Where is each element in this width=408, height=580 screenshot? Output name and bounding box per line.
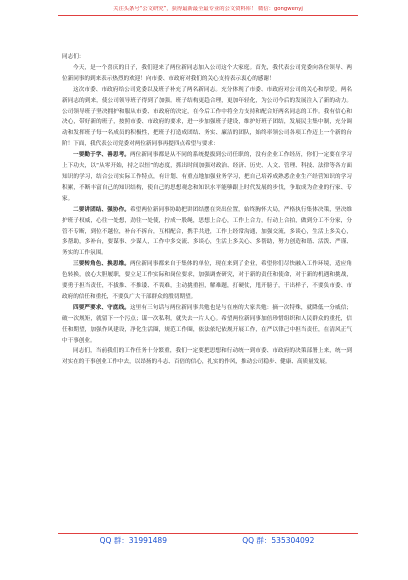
salutation [62,52,352,63]
header-banner: 关注头条号“公文研究”，获得最新最全最专业的公文资料库！ 微信：gongwenyj [113,6,303,12]
paragraph [62,303,352,347]
point-title: 一要勤于学、善思考。 [73,152,130,159]
paragraph-text: 这次市委、市政府给公司党委以及班子补充了两名新同志。充分体现了市委、市政府对公司的关心和厚爱。两名新同志的到来，使公司领导班子得到了加强。班子结构更趋合理，更加年轻化，为公司今后的发展注入了新的动力。公司领导班子坚决拥护和服从市委、市政府的决定，在今后工作中将全力支持和配合好两名同志的工作。我有信心和决心，带好新的班子，按照市委、市政府的要求，进一步加强班子建设，维护好班子团结，发展民主集中制，充分调动和发挥班子每一名成员的积极性，把班子打造成团结、务实、廉洁的团队，始终率领公司各项工作迈上一个新的台阶！下面，我代表公司党委对两位新同事再提四点希望与要求： [62,86,352,148]
point-title: 四要严要求、守底线。 [73,304,130,311]
paragraph-text: 希望两位新同事协助把讲团结摆在突出位置，始终胸怀大局，严格执行集体决策，坚决维护班子权威，心往一处想，劲往一处使，拧成一股绳，思想上合心，工作上合力，行动上合拍，做到分工不分家，分管不专断，到位不越位，补台不拆台，互相配合，携手共进，工作上经常沟通，加强交流，多谈心，生活上多关心，多帮助，多补台，要谋事、少谋人，工作中多交流、多谈心，生活上多关心、多帮助，努力创造和谐、活泼、严谨、务实的工作氛围。 [62,206,352,257]
paragraph [62,346,352,368]
paragraph [62,85,352,150]
paragraph [62,63,352,85]
paragraph [62,259,352,303]
header-divider [58,15,358,16]
paragraph-text: 两位新同事都是从不同的系统提拔到公司任职的，没有企业工作经历，你们一定要在学习上下功夫，以“从零开始，持之以恒”的态度，抓出时间加强对政治、经济、历史、人文、管理、科技、法律等各方面知识的学习，结合公司实际工作特点，有计划、有重点地加强业务学习，把自己培养成熟悉企业生产经营知识的学习积累，不断丰富自己的知识结构，使自己的思想观念和知识水平能够跟上时代发展的步伐，争取成为企业的行家、专家。 [62,152,352,202]
footer-qq-group-1: QQ 群：31991489 [99,536,167,545]
paragraph-text: 今天，是一个喜庆的日子，我们迎来了两位新同志加入公司这个大家庭。首先，我代表公司党委向各位领导、两位新同事的到来表示热烈的欢迎！向市委、市政府对我们的关心支持表示衷心的感谢！ [62,64,352,82]
footer-divider [58,533,358,534]
paragraph [62,205,352,260]
paragraph [62,150,352,205]
point-title: 三要转角色、换思维。 [73,261,130,268]
paragraph-text: 这里有三句话与两位新同事共勉也是与在座的大家共勉：摘一次特殊，就降低一分威信；破一次规矩，就留下一个污点；谋一次私利，就失去一片人心。希望两位新同事加倍珍惜组织和人民群众的重托，信任和期望，加强作风建设，净化生活圈，规范工作圈，依法依纪依规开展工作，在严以律己中担当责任，在清风正气中干事创业。 [62,304,352,344]
paragraph-text: 同志们，当前我们的工作任务十分繁重，我们一定要把思想和行动统一到市委、市政府的决策部署上来，统一到对实在的干事创业工作中去，以昂扬的斗志、百倍的信心，扎实的作风，推动公司稳步、健康、高质量发展。 [62,348,352,366]
footer-qq-group-2: QQ 群：535304092 [242,536,315,545]
point-title: 二要讲团结、强协作。 [73,206,130,213]
document-body [62,52,352,368]
paragraph-text: 同志们： [62,54,85,60]
footer [62,536,352,546]
paragraph-text: 两位新同事都来自于集体的单位，现在来到了企业，希望你们尽快融入工作环境，适应角色转换，放心大胆履职，要立足工作实际和岗位要求，加强调查研究，对于新的责任和使命，对于新的机遇和挑战，要勇于担当责任，不拔推、不推诿、不畏难，主动挑重担，解难题，打硬仗，甩开膀子，干出样子，不要负市委、市政府的信任和重托，不要负广大干部群众的殷切期望。 [62,261,352,300]
